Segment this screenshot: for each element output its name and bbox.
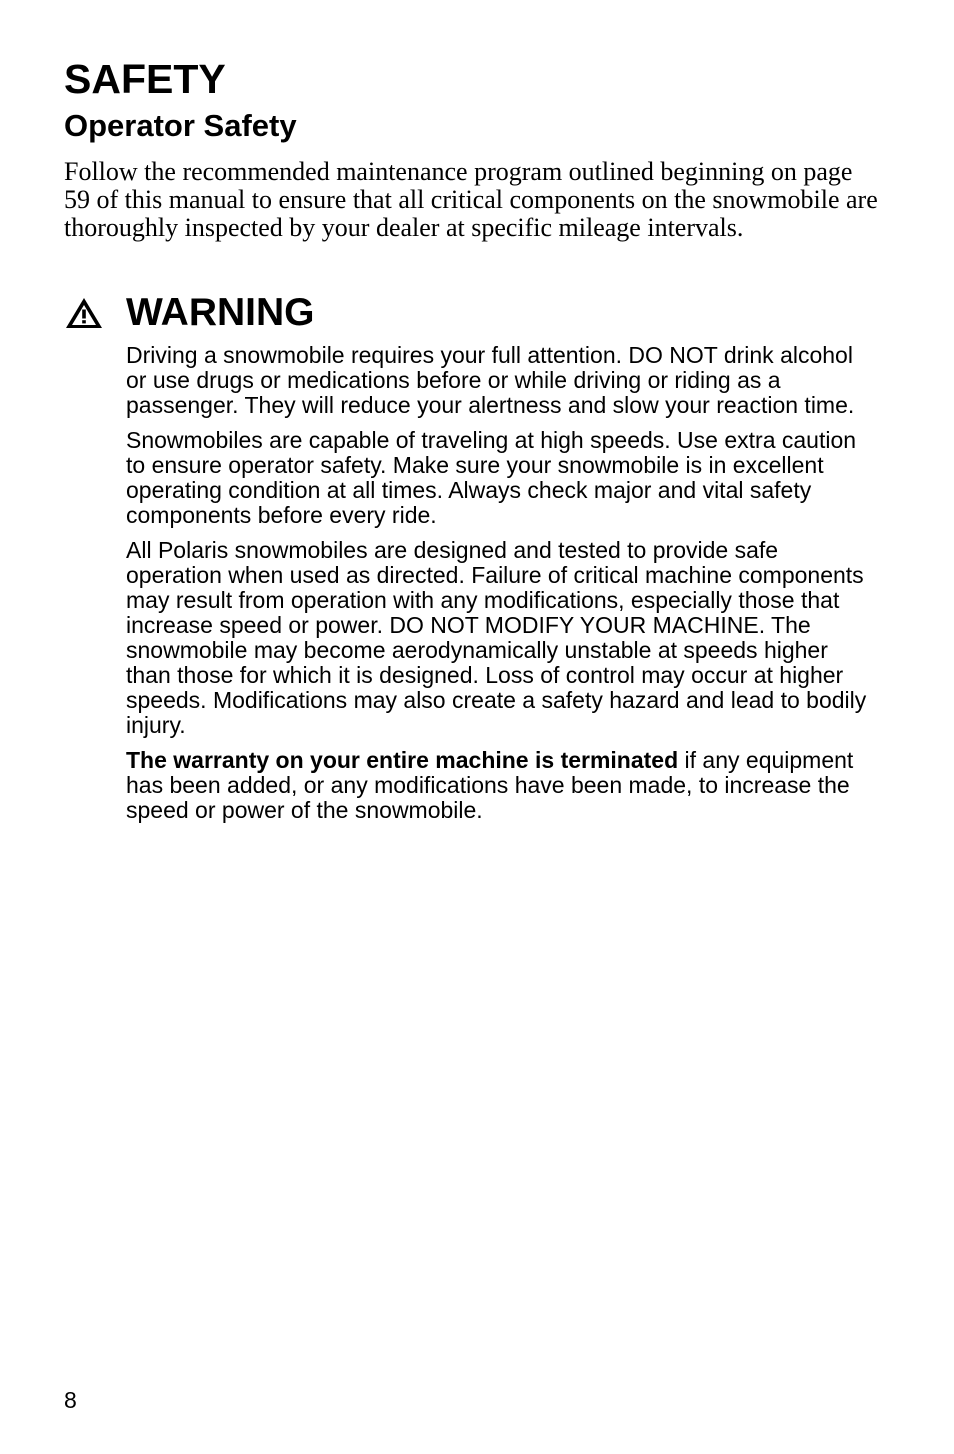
warning-paragraph-1: Driving a snowmobile requires your full attention. DO NOT drink alcohol or use drugs or medications before or while driving or riding as a passenger. They will reduce your alertness and slow your reaction time. <box>126 342 855 418</box>
warning-body <box>126 343 871 833</box>
intro-paragraph: Follow the recommended maintenance program outlined beginning on page 59 of this manual to ensure that all critical components on the snowmobile are thoroughly inspected by your dealer at specific mileage intervals. <box>64 157 878 242</box>
subsection-title: Operator Safety <box>64 108 297 143</box>
warranty-rest-text: if any equipment has been added, or any modifications have been made, to increase the speed or power of the snowmobile. <box>126 747 854 823</box>
warning-paragraph-4 <box>126 748 871 823</box>
page-number: 8 <box>64 1387 77 1413</box>
warning-paragraph-3: All Polaris snowmobiles are designed and tested to provide safe operation when used as directed. Failure of critical machine components may result from operation with any modifications, especially those that increase speed or power. DO NOT MODIFY YOUR MACHINE. The snowmobile may become aerodynamically unstable at speeds higher than those for which it is designed. Loss of control may occur at higher speeds. Modifications may also create a safety hazard and lead to bodily injury. <box>126 537 867 738</box>
warning-header <box>64 288 315 338</box>
warranty-bold-text: The warranty on your entire machine is terminated <box>126 747 679 773</box>
warning-triangle-icon <box>64 296 104 330</box>
section-title: SAFETY <box>64 56 226 102</box>
warning-title: WARNING <box>126 291 315 334</box>
warning-paragraph-2: Snowmobiles are capable of traveling at high speeds. Use extra caution to ensure operator safety. Make sure your snowmobile is in excellent operating condition at all times. Always check major and vital safety components before every ride. <box>126 427 857 528</box>
